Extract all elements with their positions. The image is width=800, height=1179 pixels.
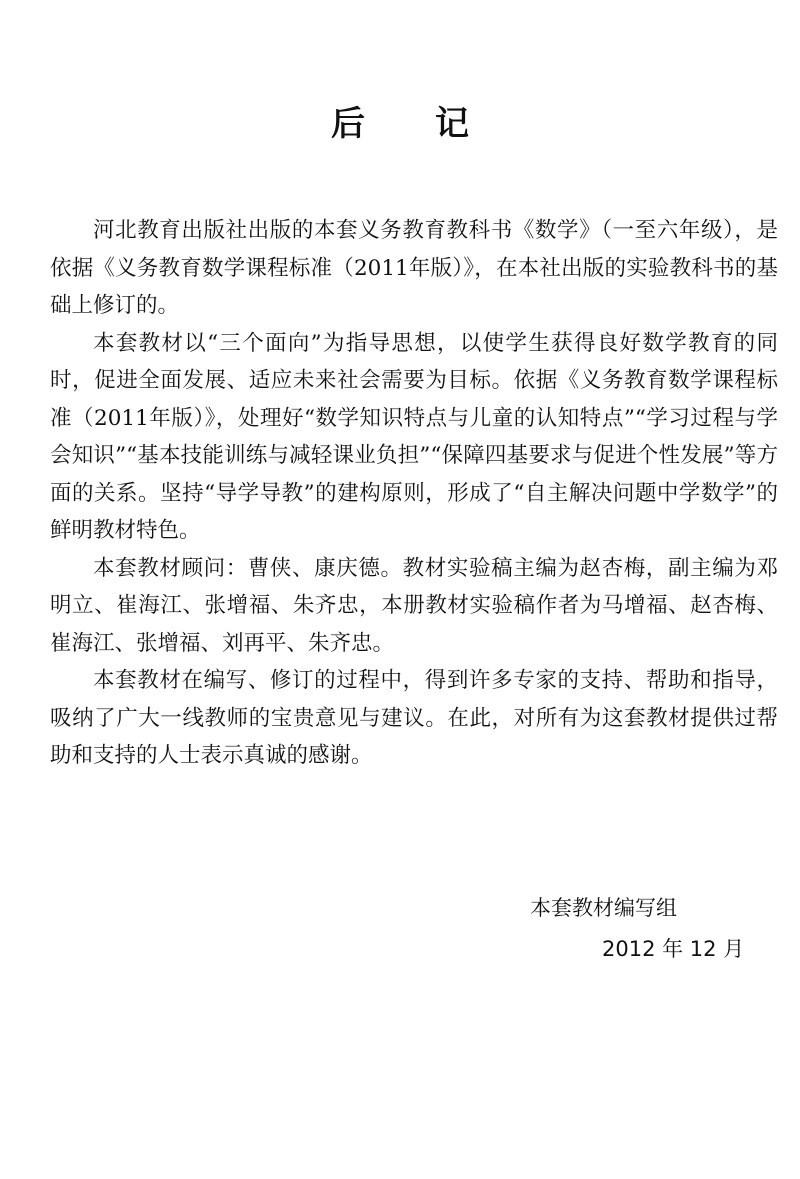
paragraph-acknowledgements: 本套教材在编写、修订的过程中，得到许多专家的支持、帮助和指导，吸纳了广大一线教师的宝贵意见与建议。在此，对所有为这套教材提供过帮助和支持的人士表示真诚的感谢。 (50, 668, 778, 768)
afterword-body (50, 212, 778, 775)
title-char-2: 记 (435, 104, 469, 144)
title-char-1: 后 (331, 104, 365, 144)
paragraph-publication: 河北教育出版社出版的本套义务教育教科书《数学》（一至六年级），是依据《义务教育数学课程标准（2011年版）》，在本社出版的实验教科书的基础上修订的。 (50, 218, 778, 318)
page-title (0, 96, 800, 145)
signature-group: 本套教材编写组 (530, 896, 677, 920)
paragraph-philosophy: 本套教材以“三个面向”为指导思想，以使学生获得良好数学教育的同时，促进全面发展、适应未来社会需要为目标。依据《义务教育数学课程标准（2011年版）》，处理好“数学知识特点与儿童的认知特点”“学习过程与学会知识”“基本技能训练与减轻课业负担”“保障四基要求与促进个性发展”等方面的关系。坚持“导学导教”的建构原则，形成了“自主解决问题中学数学”的鲜明教材特色。 (50, 330, 778, 543)
signature-date: 2012 年 12 月 (602, 937, 745, 961)
paragraph-contributors: 本套教材顾问：曹侠、康庆德。教材实验稿主编为赵杏梅，副主编为邓明立、崔海江、张增福、朱齐忠，本册教材实验稿作者为马增福、赵杏梅、崔海江、张增福、刘再平、朱齐忠。 (50, 555, 778, 656)
